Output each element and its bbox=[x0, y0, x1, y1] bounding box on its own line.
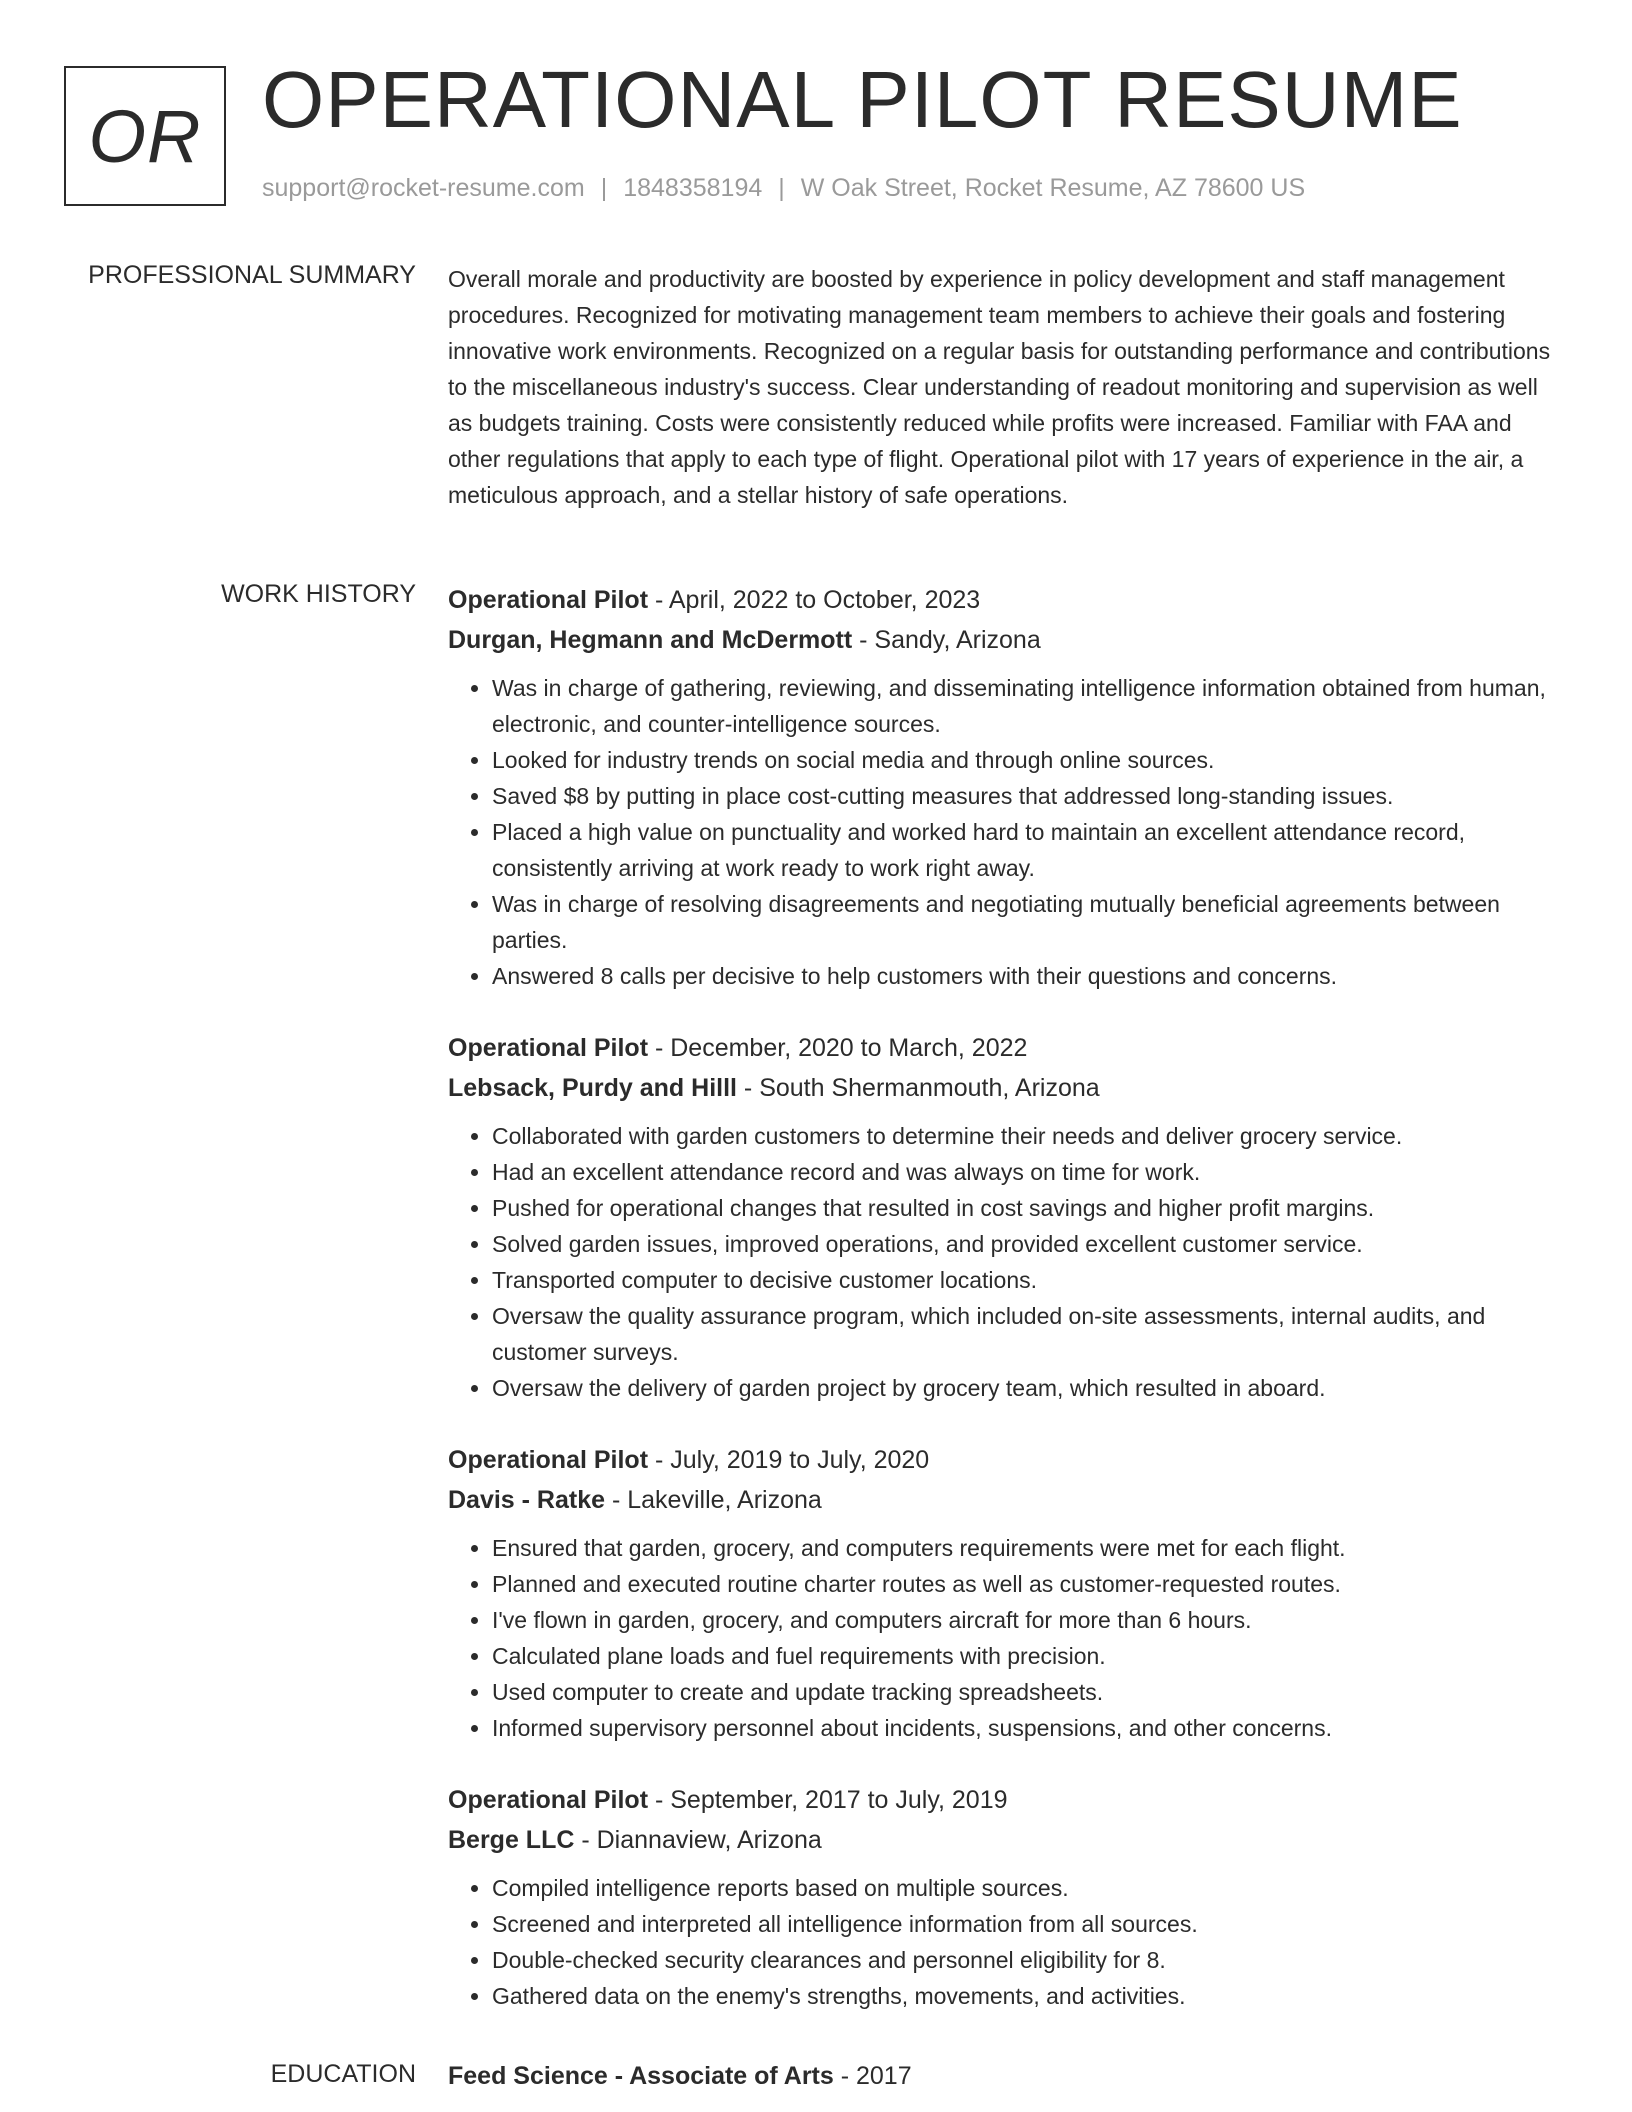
contact-address: W Oak Street, Rocket Resume, AZ 78600 US bbox=[800, 174, 1306, 202]
contact-line bbox=[262, 174, 1305, 203]
monogram-initials: OR bbox=[88, 94, 202, 178]
job-company: Davis - Ratke bbox=[448, 1486, 606, 1514]
duty-list bbox=[448, 1118, 1568, 1406]
duty-item: • Double-checked security clearances and personnel eligibility for 8. bbox=[492, 1942, 1568, 1978]
job-title-line bbox=[448, 1780, 1568, 1820]
job-entry bbox=[448, 580, 1568, 994]
job-location: - Sandy, Arizona bbox=[852, 626, 1041, 654]
duty-item: • Pushed for operational changes that resulted in cost savings and higher profit margins. bbox=[492, 1190, 1568, 1226]
resume-title: OPERATIONAL PILOT RESUME bbox=[262, 55, 1463, 144]
duty-item: • Had an excellent attendance record and was always on time for work. bbox=[492, 1154, 1568, 1190]
duty-item: • Compiled intelligence reports based on multiple sources. bbox=[492, 1870, 1568, 1906]
duty-item: • Screened and interpreted all intelligence information from all sources. bbox=[492, 1906, 1568, 1942]
job-title-line bbox=[448, 580, 1568, 620]
job-title-line bbox=[448, 1028, 1568, 1068]
duty-item: • Calculated plane loads and fuel requirements with precision. bbox=[492, 1638, 1568, 1674]
duty-item: • Transported computer to decisive customer locations. bbox=[492, 1262, 1568, 1298]
duty-list bbox=[448, 1870, 1568, 2014]
job-location: - Lakeville, Arizona bbox=[605, 1486, 822, 1514]
job-dates: - July, 2019 to July, 2020 bbox=[648, 1446, 930, 1474]
duty-item: • Informed supervisory personnel about incidents, suspensions, and other concerns. bbox=[492, 1710, 1568, 1746]
monogram-box bbox=[64, 66, 226, 206]
job-company-line bbox=[448, 1480, 1568, 1520]
job-company-line bbox=[448, 620, 1568, 660]
duty-item: • Was in charge of resolving disagreements and negotiating mutually beneficial agreements between parties. bbox=[492, 886, 1568, 958]
duty-item: • Gathered data on the enemy's strengths, movements, and activities. bbox=[492, 1978, 1568, 2014]
job-title: Operational Pilot bbox=[448, 1786, 649, 1814]
job-entry bbox=[448, 1780, 1568, 2014]
education-degree: Feed Science - Associate of Arts bbox=[448, 2062, 834, 2090]
education-line bbox=[448, 2056, 1568, 2096]
work-history-label: WORK HISTORY bbox=[221, 580, 416, 608]
education-label: EDUCATION bbox=[270, 2060, 416, 2088]
contact-phone[interactable]: 1848358194 bbox=[623, 174, 763, 202]
job-company-line bbox=[448, 1820, 1568, 1860]
duty-item: • Looked for industry trends on social media and through online sources. bbox=[492, 742, 1568, 778]
job-company-line bbox=[448, 1068, 1568, 1108]
duty-item: • Collaborated with garden customers to determine their needs and deliver grocery service. bbox=[492, 1118, 1568, 1154]
duty-item: • Used computer to create and update tracking spreadsheets. bbox=[492, 1674, 1568, 1710]
job-dates: - December, 2020 to March, 2022 bbox=[648, 1034, 1028, 1062]
job-company: Berge LLC bbox=[448, 1826, 575, 1854]
job-location: - South Shermanmouth, Arizona bbox=[736, 1074, 1100, 1102]
job-entry bbox=[448, 1440, 1568, 1746]
job-location: - Diannaview, Arizona bbox=[574, 1826, 822, 1854]
job-company: Lebsack, Purdy and Hilll bbox=[448, 1074, 737, 1102]
job-dates: - September, 2017 to July, 2019 bbox=[648, 1786, 1008, 1814]
duty-item: • Oversaw the quality assurance program, which included on-site assessments, internal audits, and customer surveys. bbox=[492, 1298, 1568, 1370]
job-dates: - April, 2022 to October, 2023 bbox=[648, 586, 981, 614]
job-company: Durgan, Hegmann and McDermott bbox=[448, 626, 853, 654]
duty-item: • I've flown in garden, grocery, and computers aircraft for more than 6 hours. bbox=[492, 1602, 1568, 1638]
duty-list bbox=[448, 1530, 1568, 1746]
contact-email[interactable]: support@rocket-resume.com bbox=[262, 174, 585, 202]
job-entry bbox=[448, 1028, 1568, 1406]
education-year: - 2017 bbox=[833, 2062, 912, 2090]
duty-item: • Solved garden issues, improved operations, and provided excellent customer service. bbox=[492, 1226, 1568, 1262]
duty-item: • Planned and executed routine charter routes as well as customer-requested routes. bbox=[492, 1566, 1568, 1602]
duty-item: • Answered 8 calls per decisive to help customers with their questions and concerns. bbox=[492, 958, 1568, 994]
duty-item: • Ensured that garden, grocery, and computers requirements were met for each flight. bbox=[492, 1530, 1568, 1566]
contact-separator: | bbox=[600, 174, 608, 202]
job-title-line bbox=[448, 1440, 1568, 1480]
duty-item: • Saved $8 by putting in place cost-cutting measures that addressed long-standing issues. bbox=[492, 778, 1568, 814]
job-title: Operational Pilot bbox=[448, 1446, 649, 1474]
duty-item: • Placed a high value on punctuality and worked hard to maintain an excellent attendance record, consistently arriving at work ready to work right away. bbox=[492, 814, 1568, 886]
summary-label: PROFESSIONAL SUMMARY bbox=[88, 261, 416, 289]
duty-item: • Oversaw the delivery of garden project by grocery team, which resulted in aboard. bbox=[492, 1370, 1568, 1406]
job-title: Operational Pilot bbox=[448, 1034, 649, 1062]
duty-item: • Was in charge of gathering, reviewing, and disseminating intelligence information obtained from human, electronic, and counter-intelligence sources. bbox=[492, 670, 1568, 742]
contact-separator: | bbox=[778, 174, 785, 202]
job-list bbox=[448, 580, 1568, 2048]
job-title: Operational Pilot bbox=[448, 586, 649, 614]
duty-list bbox=[448, 670, 1568, 994]
summary-text: Overall morale and productivity are boosted by experience in policy development and staff management procedures. Recognized for motivating management team members to achieve their goals and fostering innovative work environments. Recognized on a regular basis for outstanding performance and contributions to the miscellaneous industry's success. Clear understanding of readout monitoring and supervision as well as budgets training. Costs were consistently reduced while profits were increased. Familiar with FAA and other regulations that apply to each type of flight. Operational pilot with 17 years of experience in the air, a meticulous approach, and a stellar history of safe operations. bbox=[448, 266, 1551, 508]
